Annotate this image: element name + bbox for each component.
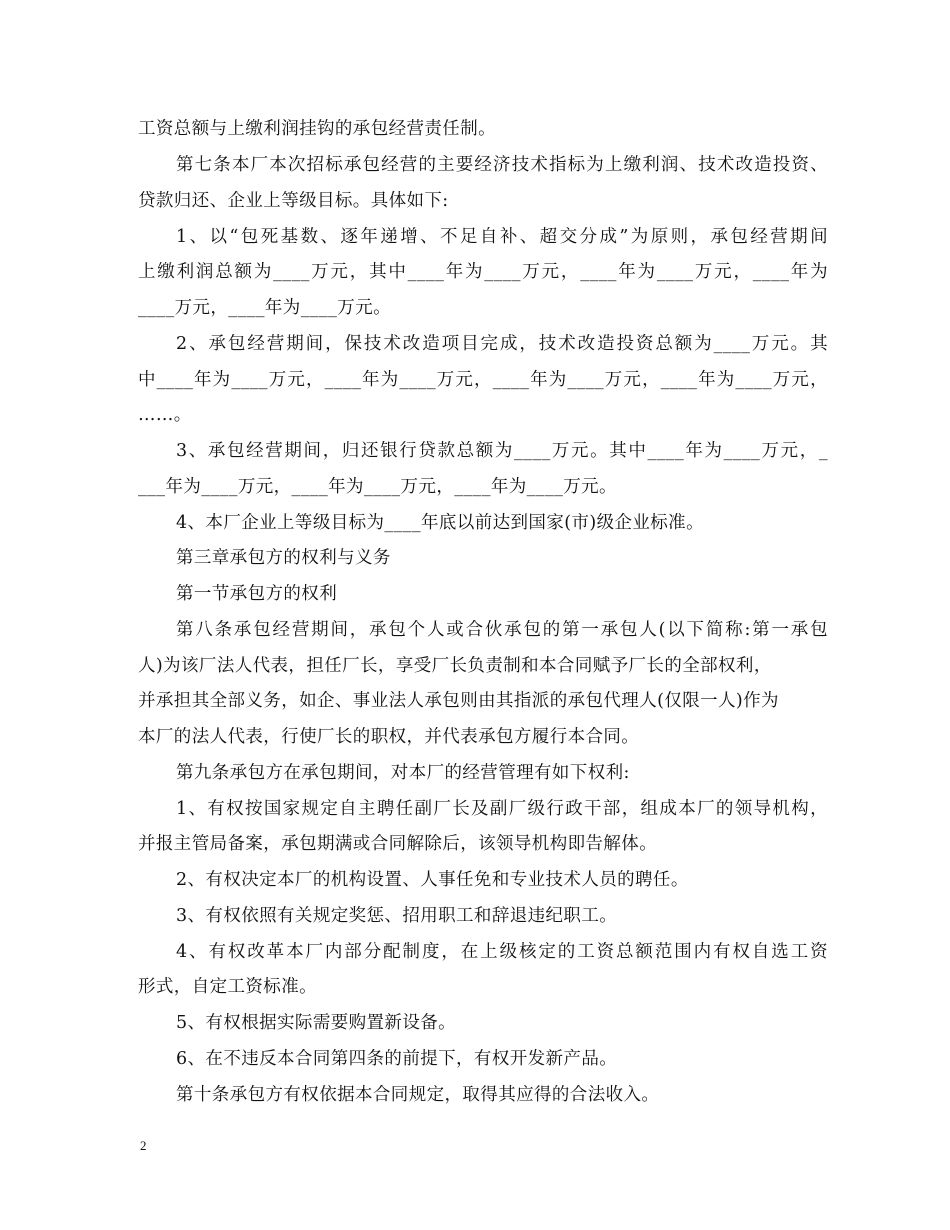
text-line-10: 3、承包经营期间，归还银行贷款总额为____万元。其中____年为____万元，_ [176, 441, 828, 461]
text-line-25: 形式，自定工资标准。 [138, 977, 317, 997]
text-line-23: 3、有权依照有关规定奖惩、招用职工和辞退违纪职工。 [176, 906, 618, 926]
text-line-7: 2、承包经营期间，保技术改造项目完成，技术改造投资总额为____万元。其 [176, 334, 828, 354]
section-heading: 第一节承包方的权利 [176, 584, 338, 604]
text-line-16: 人)为该厂法人代表，担任厂长，享受厂长负责制和本合同赋予厂长的全部权利， [138, 656, 772, 676]
text-line-21: 并报主管局备案，承包期满或合同解除后，该领导机构即告解体。 [138, 834, 658, 854]
text-line-6: ____万元，____年为____万元。 [138, 298, 391, 318]
text-line-18: 本厂的法人代表，行使厂长的职权，并代表承包方履行本合同。 [138, 727, 640, 747]
text-line-15: 第八条承包经营期间，承包个人或合伙承包的第一承包人(以下简称:第一承包 [176, 620, 828, 640]
text-line-22: 2、有权决定本厂的机构设置、人事任免和专业技术人员的聘任。 [176, 870, 689, 890]
text-line-27: 6、在不违反本合同第四条的前提下，有权开发新产品。 [176, 1049, 618, 1069]
text-line-20: 1、有权按国家规定自主聘任副厂长及副厂级行政干部，组成本厂的领导机构， [176, 799, 828, 819]
text-line-28: 第十条承包方有权依据本合同规定，取得其应得的合法收入。 [176, 1085, 660, 1105]
text-line-17: 并承担其全部义务，如企、事业法人承包则由其指派的承包代理人(仅限一人)作为 [138, 691, 779, 711]
text-line-24: 4、有权改革本厂内部分配制度，在上级核定的工资总额范围内有权自选工资 [176, 942, 828, 962]
text-line-3: 贷款归还、企业上等级目标。具体如下: [138, 191, 449, 211]
text-line-19: 第九条承包方在承包期间，对本厂的经营管理有如下权利: [176, 763, 630, 783]
text-line-2: 第七条本厂本次招标承包经营的主要经济技术指标为上缴利润、技术改造投资、 [176, 155, 828, 175]
text-line-11: ___年为____万元，____年为____万元，____年为____万元。 [138, 477, 617, 497]
text-line-9: ……。 [138, 405, 192, 425]
text-line-12: 4、本厂企业上等级目标为____年底以前达到国家(市)级企业标准。 [176, 513, 704, 533]
text-line-1: 工资总额与上缴利润挂钩的承包经营责任制。 [138, 119, 496, 139]
text-line-5: 上缴利润总额为____万元，其中____年为____万元，____年为____万元，____年为 [138, 262, 828, 282]
chapter-heading: 第三章承包方的权利与义务 [176, 548, 391, 568]
text-line-26: 5、有权根据实际需要购置新设备。 [176, 1013, 457, 1033]
text-line-4: 1、以“包死基数、逐年递增、不足自补、超交分成”为原则，承包经营期间 [176, 227, 828, 247]
page-number: 2 [140, 1138, 147, 1153]
text-line-8: 中____年为____万元，____年为____万元，____年为____万元，____年为____万元， [138, 370, 828, 390]
